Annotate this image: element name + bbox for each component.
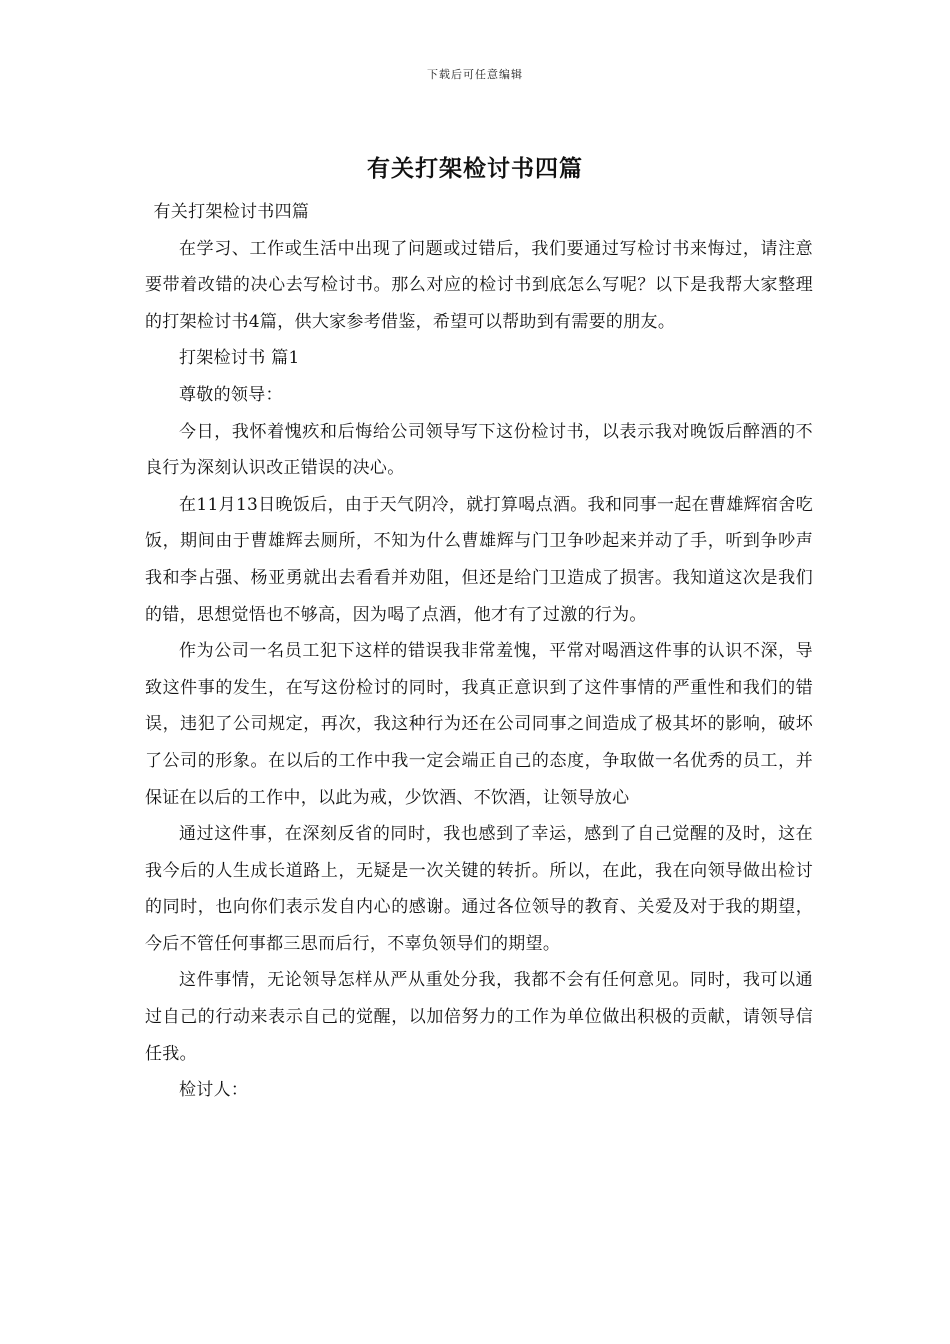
- signature-line: 检讨人：: [179, 1080, 249, 1101]
- body-paragraph: 今日，我怀着愧疚和后悔给公司领导写下这份检讨书，以表示我对晚饭后醉酒的不良行为深刻认识改正错误的决心。: [145, 421, 813, 479]
- subtitle-paragraph: 有关打架检讨书四篇: [153, 202, 310, 222]
- body-paragraph: 通过这件事，在深刻反省的同时，我也感到了幸运，感到了自己觉醒的及时，这在我今后的人生成长道路上，无疑是一次关键的转折。所以，在此，我在向领导做出检讨的同时，也向你们表示发自内心的感谢。通过各位领导的教育、关爱及对于我的期望，今后不管任何事都三思而后行，不辜负领导们的期望。: [145, 824, 813, 954]
- section-heading: 打架检讨书 篇1: [179, 348, 300, 369]
- document-title: 有关打架检讨书四篇: [367, 155, 583, 182]
- intro-paragraph: 在学习、工作或生活中出现了问题或过错后，我们要通过写检讨书来悔过，请注意要带着改错的决心去写检讨书。那么对应的检讨书到底怎么写呢？以下是我帮大家整理的打架检讨书4篇，供大家参考借鉴，希望可以帮助到有需要的朋友。: [145, 238, 813, 332]
- body-paragraph: 作为公司一名员工犯下这样的错误我非常羞愧，平常对喝酒这件事的认识不深，导致这件事的发生，在写这份检讨的同时，我真正意识到了这件事情的严重性和我们的错误，违犯了公司规定，再次，我这种行为还在公司同事之间造成了极其坏的影响，破坏了公司的形象。在以后的工作中我一定会端正自己的态度，争取做一名优秀的员工，并保证在以后的工作中，以此为戒，少饮酒、不饮酒，让领导放心: [145, 641, 813, 808]
- body-paragraph: 在11月13日晚饭后，由于天气阴冷，就打算喝点酒。我和同事一起在曹雄辉宿舍吃饭，期间由于曹雄辉去厕所，不知为什么曹雄辉与门卫争吵起来并动了手，听到争吵声我和李占强、杨亚勇就出去看看并劝阻，但还是给门卫造成了损害。我知道这次是我们的错，思想觉悟也不够高，因为喝了点酒，他才有了过激的行为。: [145, 494, 813, 625]
- header-note: 下载后可任意编辑: [427, 68, 523, 81]
- salutation: 尊敬的领导：: [179, 384, 283, 405]
- body-paragraph: 这件事情，无论领导怎样从严从重处分我，我都不会有任何意见。同时，我可以通过自己的行动来表示自己的觉醒，以加倍努力的工作为单位做出积极的贡献，请领导信任我。: [145, 970, 813, 1064]
- document-body: [145, 194, 813, 1109]
